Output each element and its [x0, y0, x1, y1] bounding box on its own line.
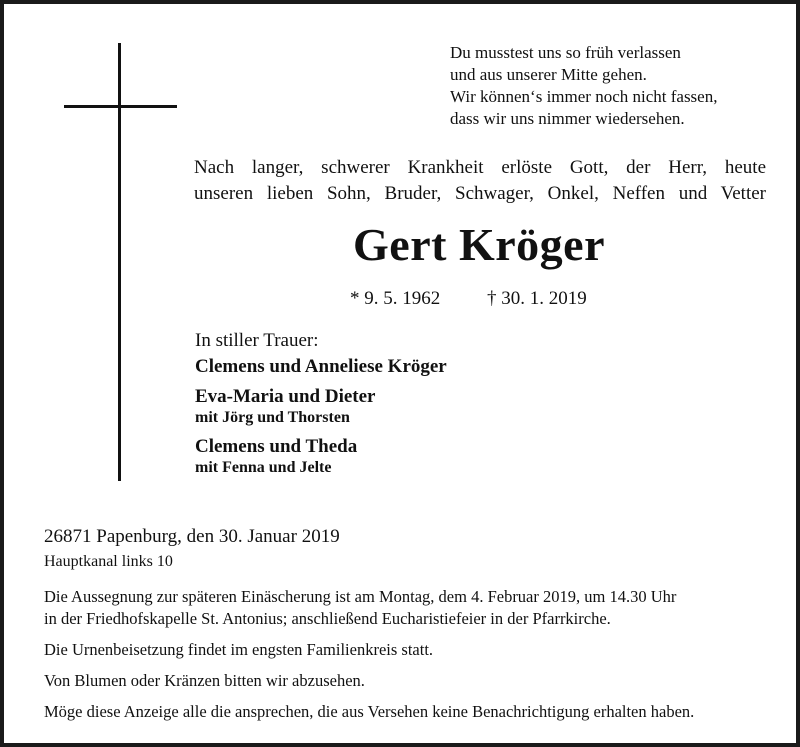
mourner-family: Clemens und Anneliese Kröger [195, 356, 447, 377]
deceased-name: Gert Kröger [353, 219, 605, 270]
info-line: in der Friedhofskapelle St. Antonius; anschließend Eucharistiefeier in der Pfarrkirche. [44, 609, 611, 628]
cross-horizontal-bar [64, 105, 177, 108]
poem-line: Wir können‘s immer noch nicht fassen, [450, 87, 718, 106]
info-line: Von Blumen oder Kränzen bitten wir abzusehen. [44, 671, 365, 690]
info-line: Die Aussegnung zur späteren Einäscherung ist am Montag, dem 4. Februar 2019, um 14.30 Uhr [44, 587, 677, 606]
address: Hauptkanal links 10 [44, 553, 173, 570]
announcement-intro [194, 155, 766, 207]
poem-line: Du musstest uns so früh verlassen [450, 43, 681, 62]
mourner-family: Eva-Maria und Dieter [195, 386, 376, 407]
intro-line: unseren lieben Sohn, Bruder, Schwager, Onkel, Neffen und Vetter [194, 183, 766, 204]
poem-line: und aus unserer Mitte gehen. [450, 65, 647, 84]
death-date: † 30. 1. 2019 [487, 288, 587, 309]
intro-line: Nach langer, schwerer Krankheit erlöste Gott, der Herr, heute [194, 157, 766, 178]
place-and-date: 26871 Papenburg, den 30. Januar 2019 [44, 526, 340, 547]
mourners-label: In stiller Trauer: [195, 330, 319, 351]
mourner-family-sub: mit Jörg und Thorsten [195, 409, 350, 426]
info-line: Die Urnenbeisetzung findet im engsten Familienkreis statt. [44, 640, 434, 659]
mourners-list [195, 328, 447, 478]
poem-line: dass wir uns nimmer wiedersehen. [450, 109, 685, 128]
mourner-family: Clemens und Theda [195, 436, 358, 457]
poem [450, 42, 717, 130]
birth-date: * 9. 5. 1962 [350, 288, 441, 309]
service-info [44, 586, 764, 723]
life-dates [350, 288, 629, 310]
info-line: Möge diese Anzeige alle die ansprechen, die aus Versehen keine Benachrichtigung erhalten haben. [44, 702, 695, 721]
mourner-family-sub: mit Fenna und Jelte [195, 459, 332, 476]
